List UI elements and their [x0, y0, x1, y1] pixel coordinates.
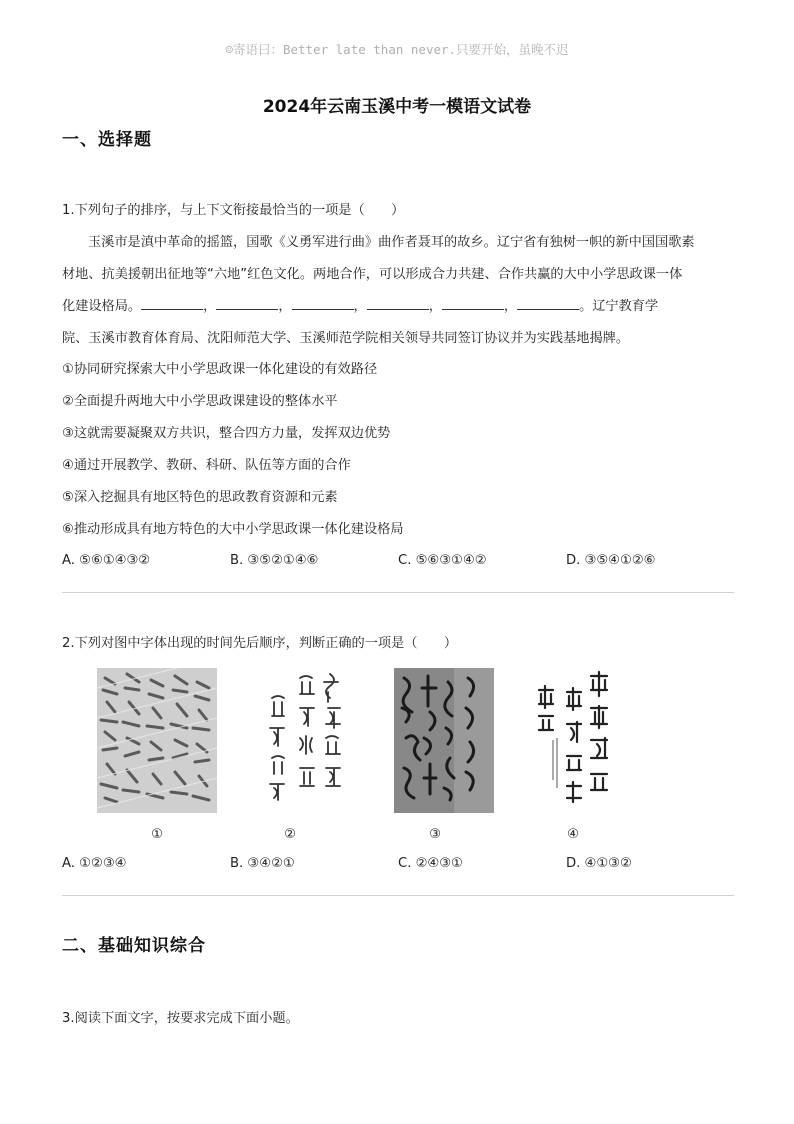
section-heading-basics: 二、基础知识综合 — [62, 936, 206, 956]
sentence-item: ④通过开展教学、教研、科研、队伍等方面的合作 — [62, 458, 351, 473]
question-1-passage — [62, 227, 734, 355]
fill-blank-2 — [216, 295, 278, 310]
option-b[interactable]: B. ③⑤②①④⑥ — [230, 553, 319, 568]
sentence-item: ⑤深入挖掘具有地区特色的思政教育资源和元素 — [62, 490, 338, 505]
option-a[interactable]: A. ⑤⑥①④③② — [62, 553, 151, 568]
option-d[interactable]: D. ④①③② — [566, 856, 632, 871]
question-1-stem: 1.下列句子的排序，与上下文衔接最恰当的一项是（ ） — [62, 203, 405, 218]
image-label-1: ① — [151, 827, 163, 842]
image-label-3: ③ — [429, 827, 441, 842]
option-b[interactable]: B. ③④②① — [230, 856, 295, 871]
option-c[interactable]: C. ⑤⑥③①④② — [398, 553, 487, 568]
motto: ☺寄语曰：Better late than never.只要开始，虽晚不迟 — [225, 42, 569, 57]
passage-line-1: 玉溪市是滇中革命的摇篮，国歌《义勇军进行曲》曲作者聂耳的故乡。辽宁省有独树一帜的新中国国歌素 — [88, 235, 695, 250]
calligraphy-image-2 — [258, 668, 358, 813]
divider — [62, 592, 734, 593]
sentence-item: ②全面提升两地大中小学思政课建设的整体水平 — [62, 394, 338, 409]
fill-blank-4 — [367, 295, 429, 310]
passage-line-2: 材地、抗美援朝出征地等“六地”红色文化。两地合作，可以形成合力共建、合作共赢的大中小学思政课一体 — [62, 267, 683, 282]
passage-line-3: 化建设格局。 ， ， ， ， ， 。辽宁教育学 — [62, 291, 734, 323]
page-title: 2024年云南玉溪中考一模语文试卷 — [262, 97, 532, 117]
fill-blank-5 — [442, 295, 504, 310]
calligraphy-image-1 — [97, 668, 217, 813]
calligraphy-image-3 — [394, 668, 494, 813]
section-heading-choice: 一、选择题 — [62, 130, 152, 150]
sentence-item: ①协同研究探索大中小学思政课一体化建设的有效路径 — [62, 362, 378, 377]
option-a[interactable]: A. ①②③④ — [62, 856, 127, 871]
option-c[interactable]: C. ②④③① — [398, 856, 463, 871]
image-label-4: ④ — [567, 827, 579, 842]
fill-blank-3 — [292, 295, 354, 310]
divider — [62, 895, 734, 896]
image-label-2: ② — [284, 827, 296, 842]
option-d[interactable]: D. ③⑤④①②⑥ — [566, 553, 656, 568]
fill-blank-6 — [517, 295, 579, 310]
sentence-item: ③这就需要凝聚双方共识，整合四方力量，发挥双边优势 — [62, 426, 391, 441]
question-2-stem: 2.下列对图中字体出现的时间先后顺序，判断正确的一项是（ ） — [62, 636, 458, 651]
fill-blank-1 — [141, 295, 203, 310]
passage-line-4: 院、玉溪市教育体育局、沈阳师范大学、玉溪师范学院相关领导共同签订协议并为实践基地揭牌。 — [62, 331, 630, 346]
calligraphy-image-4 — [533, 668, 613, 813]
question-3-stem: 3.阅读下面文字，按要求完成下面小题。 — [62, 1011, 299, 1026]
sentence-item: ⑥推动形成具有地方特色的大中小学思政课一体化建设格局 — [62, 522, 404, 537]
